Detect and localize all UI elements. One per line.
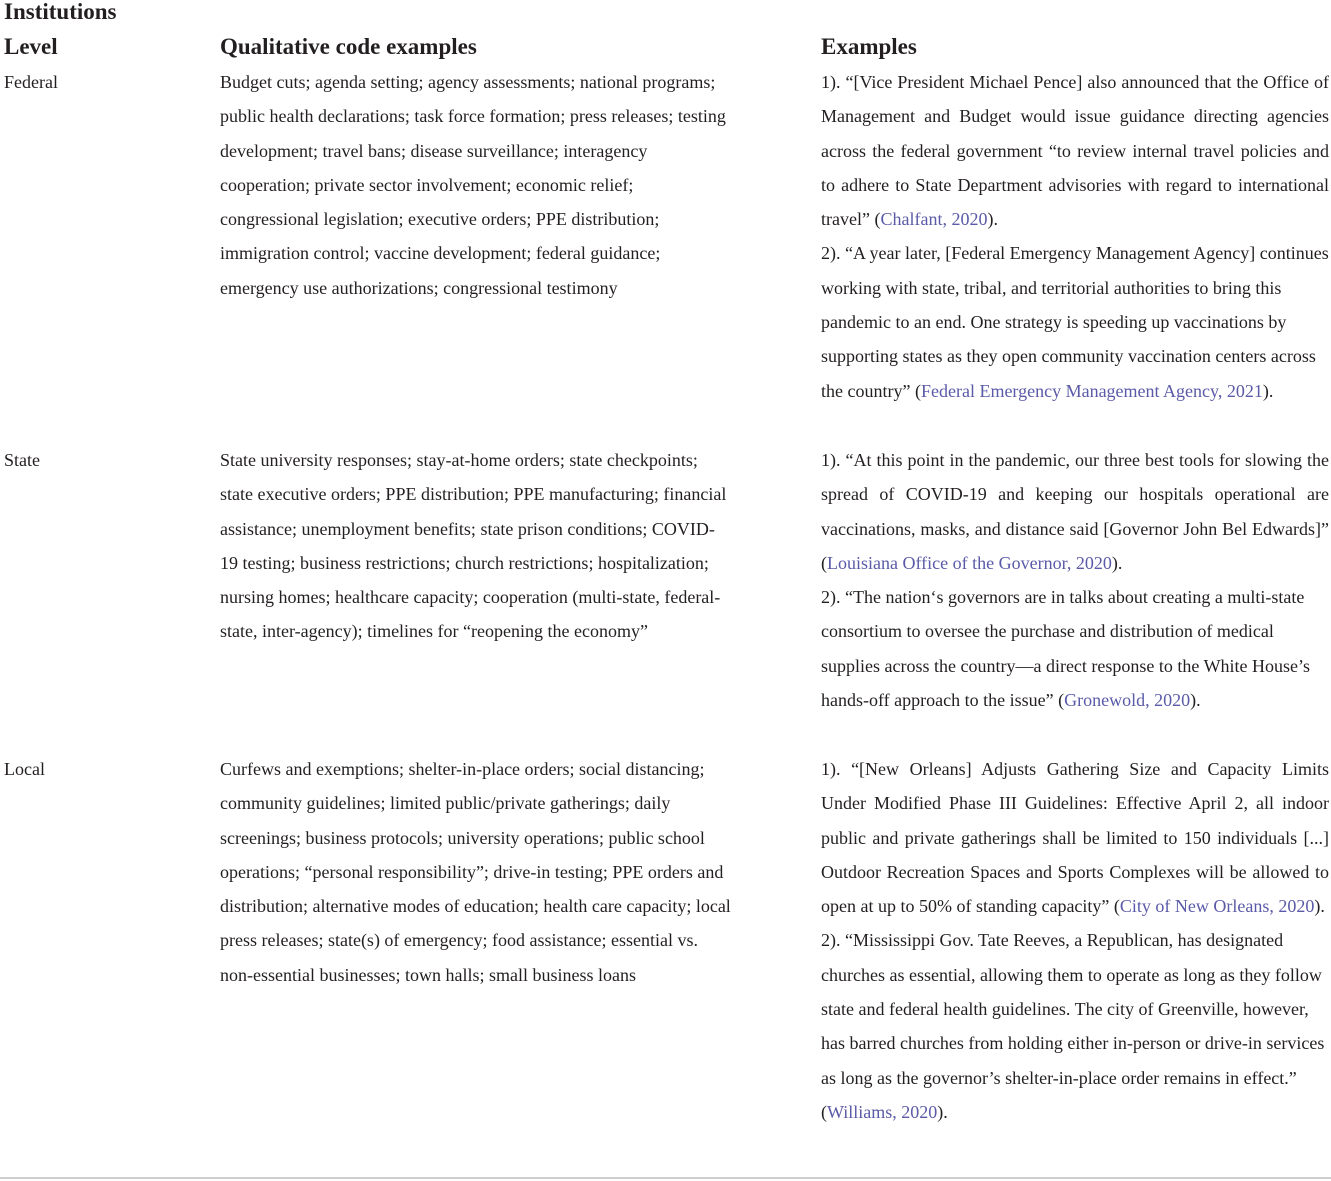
citation-link[interactable]: Williams, 2020 bbox=[827, 1101, 938, 1122]
column-header-level: Level bbox=[4, 34, 58, 59]
row-state-level: State bbox=[4, 450, 40, 470]
example-end: ). bbox=[1111, 552, 1123, 573]
example-text: 2). “Mississippi Gov. Tate Reeves, a Republican, has designated churches as essential, allowing them to operate as long as they follow state and federal health guidelines. The city of Greenville, however, has barred churches from holding either in-person or drive-in services as long as the governor’s shelter-in-place order remains in effect.” ( bbox=[821, 930, 1325, 1122]
example-text: 1). “At this point in the pandemic, our three best tools for slowing the spread of COVID-19 and keeping our hospitals operational are vaccinations, masks, and distance said [Governor John Bel Edwards]” ( bbox=[821, 450, 1329, 573]
citation-link[interactable]: Louisiana Office of the Governor, 2020 bbox=[827, 552, 1112, 573]
example-end: ). bbox=[937, 1101, 948, 1122]
example-end: ). bbox=[1190, 690, 1201, 711]
example-text: 2). “A year later, [Federal Emergency Management Agency] continues working with state, tribal, and territorial authorities to bring this pandemic to an end. One strategy is speeding up vaccinations by supporting states as they open community vaccination centers across the country” ( bbox=[821, 243, 1329, 401]
example-text: 1). “[Vice President Michael Pence] also announced that the Office of Management and Budget would issue guidance directing agencies across the federal government “to review internal travel policies and to adhere to State Department advisories with regard to international travel” ( bbox=[821, 72, 1329, 230]
example-item bbox=[821, 752, 1329, 923]
row-local-codes: Curfews and exemptions; shelter-in-place orders; social distancing; community guidelines; limited public/private gatherings; daily screenings; business protocols; university operations; public school operations; “personal responsibility”; drive-in testing; PPE orders and distribution; alternative modes of education; health care capacity; local press releases; state(s) of emergency; food assistance; essential vs. non-essential businesses; town halls; small business loans bbox=[220, 759, 731, 985]
row-federal-level: Federal bbox=[4, 72, 58, 92]
column-header-codes: Qualitative code examples bbox=[220, 34, 477, 59]
example-end: ). bbox=[987, 209, 998, 230]
citation-link[interactable]: Chalfant, 2020 bbox=[880, 209, 988, 230]
citation-link[interactable]: Federal Emergency Management Agency, 2021 bbox=[920, 380, 1263, 401]
table-bottom-rule bbox=[0, 1177, 1331, 1179]
row-state-codes: State university responses; stay-at-home orders; state checkpoints; state executive orders; PPE distribution; PPE manufacturing; financial assistance; unemployment benefits; state prison conditions; COVID-19 testing; business restrictions; church restrictions; hospitalization; nursing homes; healthcare capacity; cooperation (multi-state, federal-state, inter-agency); timelines for “reopening the economy” bbox=[220, 450, 727, 642]
example-text: 1). “[New Orleans] Adjusts Gathering Size and Capacity Limits Under Modified Phase III Guidelines: Effective April 2, all indoor public and private gatherings shall be limited to 150 individuals [...] Outdoor Recreation Spaces and Sports Complexes will be allowed to open at up to 50% of standing capacity” ( bbox=[821, 759, 1329, 917]
row-federal-codes: Budget cuts; agenda setting; agency assessments; national programs; public health declarations; task force formation; press releases; testing development; travel bans; disease surveillance; interagency cooperation; private sector involvement; economic relief; congressional legislation; executive orders; PPE distribution; immigration control; vaccine development; federal guidance; emergency use authorizations; congressional testimony bbox=[220, 72, 726, 298]
example-item bbox=[821, 236, 1329, 407]
row-local-examples bbox=[821, 752, 1329, 1129]
row-state-examples bbox=[821, 443, 1329, 717]
row-local-level: Local bbox=[4, 759, 45, 779]
example-item bbox=[821, 580, 1329, 717]
example-item bbox=[821, 923, 1329, 1129]
citation-link[interactable]: Gronewold, 2020 bbox=[1064, 690, 1191, 711]
example-text: 2). “The nation‘s governors are in talks about creating a multi-state consortium to oversee the purchase and distribution of medical supplies across the country—a direct response to the White House’s hands-off approach to the issue” ( bbox=[821, 587, 1311, 711]
example-item bbox=[821, 443, 1329, 580]
example-end: ). bbox=[1262, 380, 1274, 401]
row-federal-examples bbox=[821, 65, 1329, 408]
example-item bbox=[821, 65, 1329, 236]
table-title: Institutions bbox=[4, 0, 117, 24]
example-end: ). bbox=[1314, 896, 1325, 917]
column-header-examples: Examples bbox=[821, 34, 917, 59]
citation-link[interactable]: City of New Orleans, 2020 bbox=[1119, 896, 1315, 917]
